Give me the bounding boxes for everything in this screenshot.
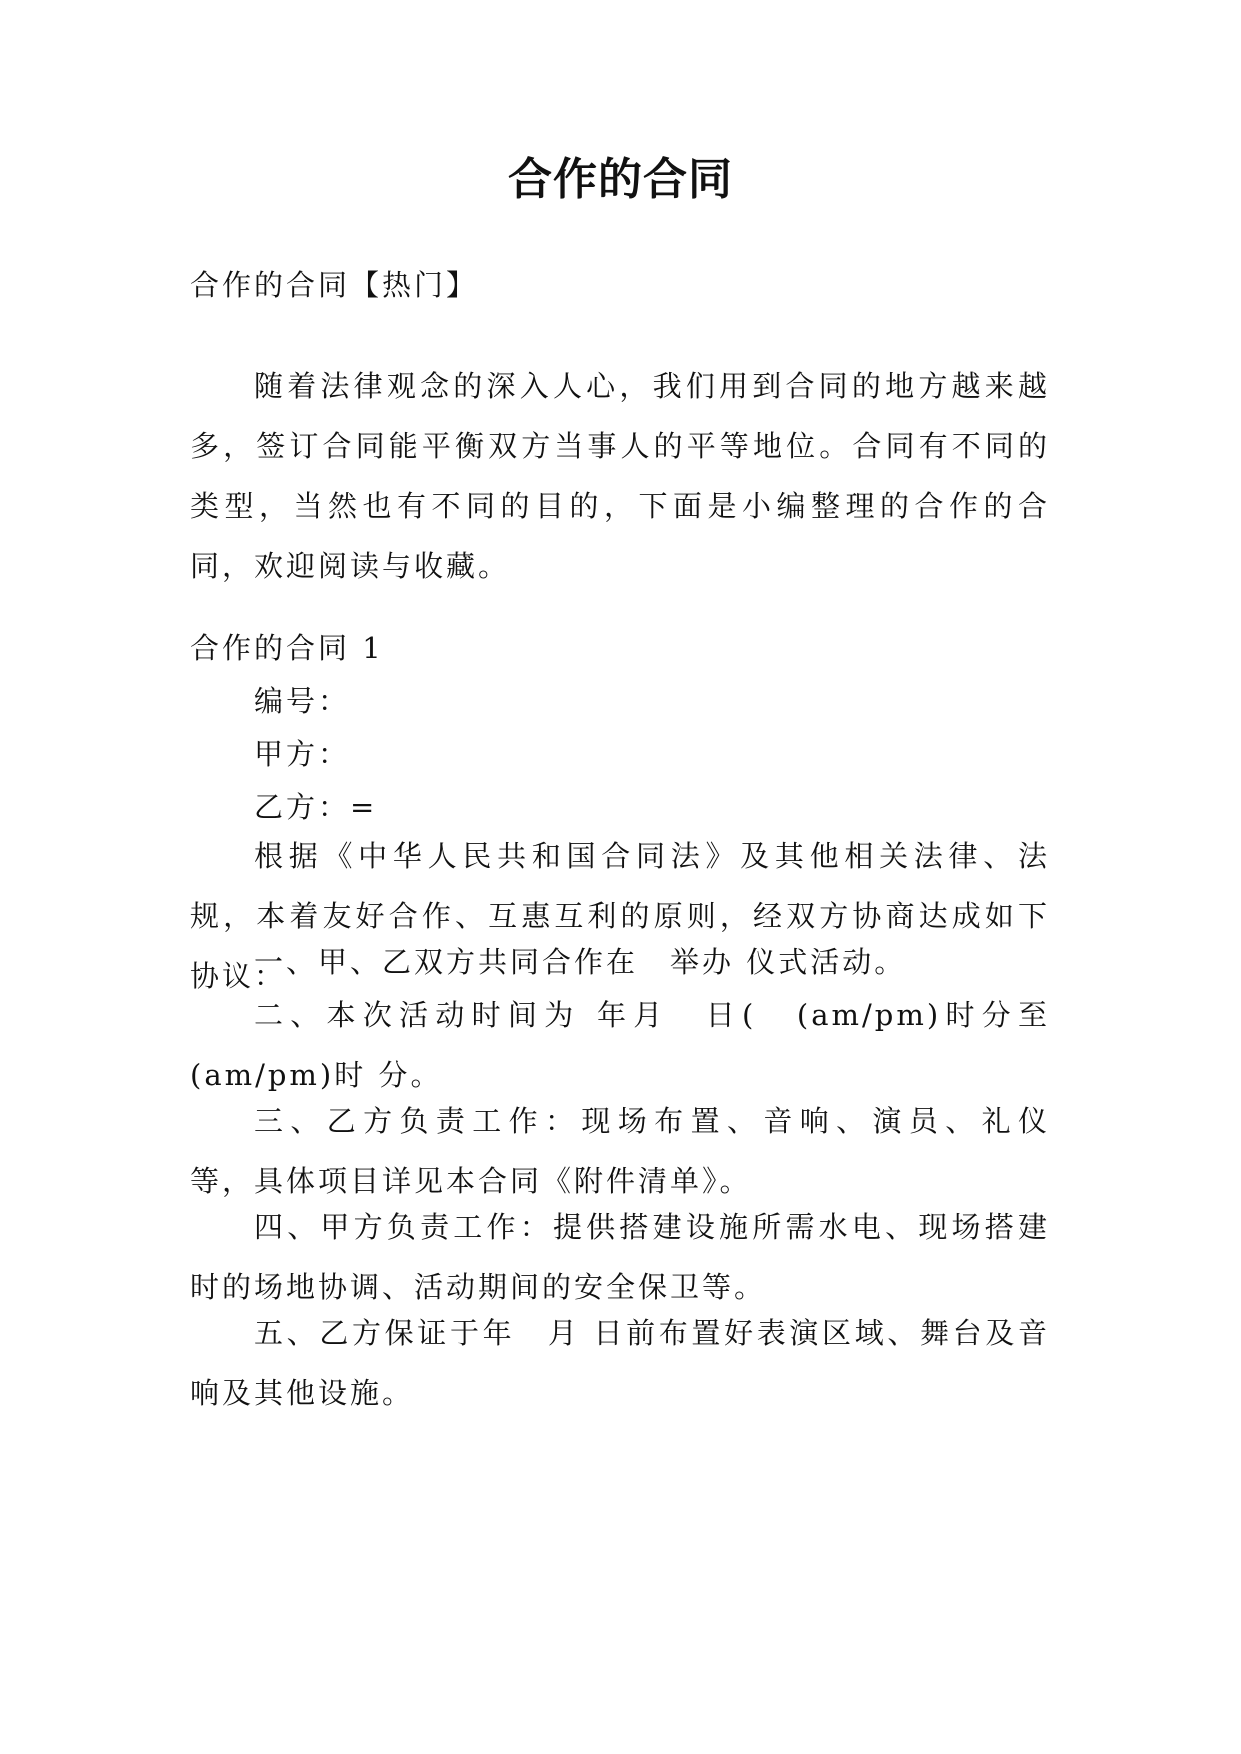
clause-2: 二、本次活动时间为 年月 日( (am/pm)时分至(am/pm)时 分。 [190, 998, 1050, 1092]
party-a-label: 甲方： [254, 737, 351, 771]
intro-paragraph: 随着法律观念的深入人心，我们用到合同的地方越来越多，签订合同能平衡双方当事人的平等地位。合同有不同的类型，当然也有不同的目的，下面是小编整理的合作的合同，欢迎阅读与收藏。 [190, 369, 1050, 583]
preamble-paragraph: 根据《中华人民共和国合同法》及其他相关法律、法规，本着友好合作、互惠互利的原则，经双方协商达成如下协议： [190, 839, 1050, 993]
document-title: 合作的合同 [508, 154, 733, 205]
clause-4: 四、甲方负责工作：提供搭建设施所需水电、现场搭建时的场地协调、活动期间的安全保卫等。 [190, 1210, 1050, 1304]
clause-5: 五、乙方保证于年 月 日前布置好表演区域、舞台及音响及其他设施。 [190, 1316, 1050, 1410]
section-heading: 合作的合同 1 [190, 631, 384, 665]
party-b-label: 乙方：= [254, 790, 378, 824]
clause-1: 一、甲、乙双方共同合作在 举办 仪式活动。 [254, 945, 907, 979]
document-subtitle: 合作的合同【热门】 [190, 268, 479, 302]
number-field-label: 编号： [254, 684, 351, 718]
clause-3: 三、乙方负责工作：现场布置、音响、演员、礼仪 等，具体项目详见本合同《附件清单》。 [190, 1104, 1083, 1198]
